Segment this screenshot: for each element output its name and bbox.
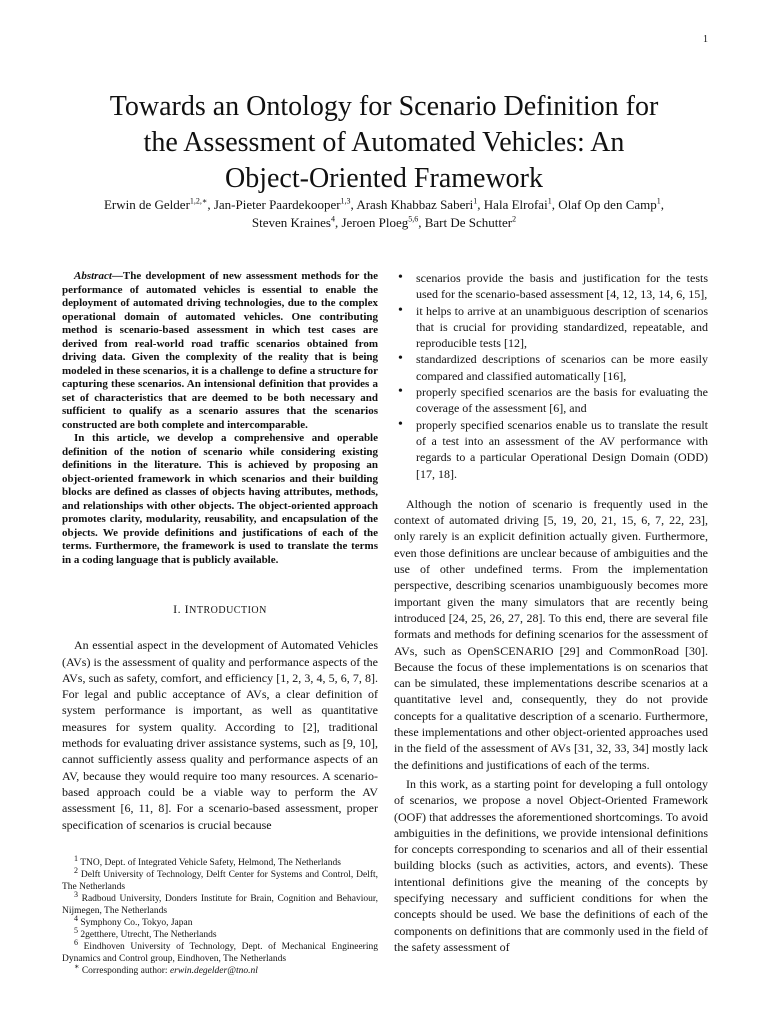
body-paragraph: An essential aspect in the development of Automated Vehicles (AVs) is the assessment of quality and performance aspects of the AVs, such as safety, comfort, and efficiency [1, 2, 3, 4, 5, 6, 7, 8]. For legal and public acceptance of AVs, a clear definition of system performance is important, as well as quantitative measures for system quality. According to [2], traditional methods for evaluating driver assistance systems, such as [9, 10], cannot sufficiently assess quality and performance aspects of an AV, because they would require too many resources. A scenario-based approach could be a viable way to perform the AV assessment [6, 11, 8]. For a scenario-based assessment, proper specification of scenarios is crucial because: [62, 638, 378, 832]
footnote: [62, 865, 378, 893]
footnote-mark: 4: [74, 913, 78, 923]
author-name: , Arash Khabbaz Saberi: [350, 197, 474, 212]
title-line: the Assessment of Automated Vehicles: An: [143, 126, 625, 158]
section-number: I.: [173, 602, 185, 616]
abstract: [62, 270, 378, 567]
affiliation-mark: 4: [330, 214, 335, 224]
affiliation-mark: 1: [656, 196, 661, 206]
footnote-mark: 3: [74, 889, 78, 899]
list-item: • standardized descriptions of scenarios can be more easily compared and classified automatically [16],: [394, 351, 708, 384]
author-name: , Jan-Pieter Paardekooper: [207, 197, 341, 212]
list-item: • properly specified scenarios are the basis for evaluating the coverage of the assessment [6], and: [394, 384, 708, 417]
left-column: [62, 270, 378, 977]
affiliation-mark: 2: [512, 214, 517, 224]
footnote-text: TNO, Dept. of Integrated Vehicle Safety, Helmond, The Netherlands: [78, 857, 341, 868]
footnote-mark: ∗: [74, 961, 80, 971]
abstract-paragraph: [62, 270, 378, 432]
affiliation-mark: 1,3: [340, 196, 351, 206]
paper-title: [40, 89, 728, 197]
footnote-mark: 1: [74, 853, 78, 863]
author-line-1: [50, 196, 718, 214]
right-body: [394, 496, 708, 955]
list-item: • scenarios provide the basis and justification for the tests used for the scenario-based assessment [4, 12, 13, 14, 6, 15],: [394, 270, 708, 303]
affiliation-mark: 1: [547, 196, 552, 206]
affiliation-mark: 1,2,∗: [189, 196, 208, 206]
right-column: [394, 270, 708, 955]
page-number: 1: [703, 34, 708, 45]
footnote: [62, 853, 378, 869]
footnote-text: Corresponding author:: [79, 965, 170, 976]
author-name: , Hala Elrofai: [477, 197, 548, 212]
footnote-text: Radboud University, Donders Institute for Brain, Cognition and Behaviour, Nijmegen, The Netherlands: [62, 893, 378, 916]
author-name: Erwin de Gelder: [103, 197, 190, 212]
bullet-list: [394, 270, 708, 482]
footnote-text: Eindhoven University of Technology, Dept. of Mechanical Engineering Dynamics and Control group, Eindhoven, The Netherlands: [62, 941, 378, 964]
affiliation-mark: 5,6: [408, 214, 419, 224]
title-line: Towards an Ontology for Scenario Definition for: [109, 90, 659, 122]
abstract-text: —The development of new assessment methods for the performance of automated vehicles is essential to enable the deployment of automated driving technologies, due to the complex operational domain of automated vehicles. One contributing method is scenario-based assessment in which test cases are derived from real-world road traffic scenarios obtained from driving data. Given the complexity of the reality that is being modeled in these scenarios, it is a challenge to define a structure for capturing these scenarios. An intensional definition that provides a set of characteristics that are deemed to be both necessary and sufficient to qualify as a scenario assures that the scenarios constructed are both complete and intercomparable.: [62, 270, 379, 431]
footnote-text: Delft University of Technology, Delft Center for Systems and Control, Delft, The Netherlands: [62, 869, 378, 892]
author-name: , Olaf Op den Camp: [551, 197, 657, 212]
footnote-mark: 2: [74, 865, 78, 875]
author-separator: ,: [660, 197, 664, 212]
abstract-label: Abstract: [74, 270, 112, 282]
section-title-rest: NTRODUCTION: [189, 605, 267, 616]
footnote-text: 2getthere, Utrecht, The Netherlands: [78, 929, 217, 940]
intro-body: [62, 637, 378, 833]
footnote-text: Symphony Co., Tokyo, Japan: [78, 917, 193, 928]
author-list: [50, 196, 718, 232]
body-paragraph: Although the notion of scenario is frequently used in the context of automated driving [5, 19, 20, 21, 15, 6, 7, 22, 23], only rarely is an explicit definition actually given. Furthermore, even those definitions are unclear because of ambiguities and the use of other undefined terms. From the implementation perspective, describing scenarios unambiguously becomes more important given the many simulators that are recently being introduced [24, 25, 26, 27, 28]. To this end, there are several file formats and methods for defining scenarios for the assessment of AVs, such as OpenSCENARIO [29] and CommonRoad [30]. Because the focus of these implementations is on scenarios that can be simulated, these implementations describe scenarios at a quantitative level and, consequently, they do not provide concepts for a qualitative description of a scenario. Furthermore, these implementations and other object-oriented approaches used in the field of the assessment of AVs [31, 32, 33, 34] mostly lack the definitions and justifications of each of the terms.: [394, 496, 708, 772]
footnote: [62, 925, 378, 941]
footnote: [62, 889, 378, 917]
author-name: , Jeroen Ploeg: [334, 215, 409, 230]
body-paragraph: In this work, as a starting point for developing a full ontology of scenarios, we propose a novel Object-Oriented Framework (OOF) that addresses the aforementioned shortcomings. To avoid ambiguities in the definitions, we provide intensional definitions for concepts corresponding to scenarios and all of their essential building blocks (such as activities, actors, and events). These intentional definitions give the meaning of the concepts by specifying necessary and sufficient conditions for when the concepts should be used. We base the definitions of each of the components on definitions that are commonly used in the field of the safety assessment of: [394, 776, 708, 954]
author-line-2: [50, 214, 718, 232]
footnote-mark: 5: [74, 925, 78, 935]
section-title-initial: I: [184, 602, 190, 616]
footnote: [62, 937, 378, 965]
author-email[interactable]: erwin.degelder@tno.nl: [169, 965, 258, 976]
abstract-paragraph: In this article, we develop a comprehensive and operable definition of the notion of scenario while considering existing definitions in the literature. This is achieved by proposing an object-oriented framework in which scenarios and their building blocks are defined as classes of objects having attributes, methods, and relationships with other objects. The object-oriented approach promotes clarity, modularity, reusability, and encapsulation of the objects. We provide definitions and justifications of each of the terms. Furthermore, the framework is used to translate the terms in a coding language that is publicly available.: [62, 432, 378, 566]
author-name: , Bart De Schutter: [418, 215, 513, 230]
list-item: • it helps to arrive at an unambiguous description of scenarios that is crucial for providing standardized, repeatable, and reproducible tests [12],: [394, 303, 708, 352]
list-item: • properly specified scenarios enable us to translate the result of a test into an assessment of the AV performance with regards to a particular Operational Design Domain (ODD) [17, 18].: [394, 417, 708, 482]
section-heading: [62, 601, 378, 619]
footnotes: [62, 853, 378, 977]
affiliation-mark: 1: [473, 196, 478, 206]
footnote: [62, 913, 378, 929]
footnote-mark: 6: [74, 937, 78, 947]
author-name: Steven Kraines: [251, 215, 331, 230]
corresponding-author-note: [62, 961, 378, 977]
title-line: Object-Oriented Framework: [225, 162, 543, 194]
